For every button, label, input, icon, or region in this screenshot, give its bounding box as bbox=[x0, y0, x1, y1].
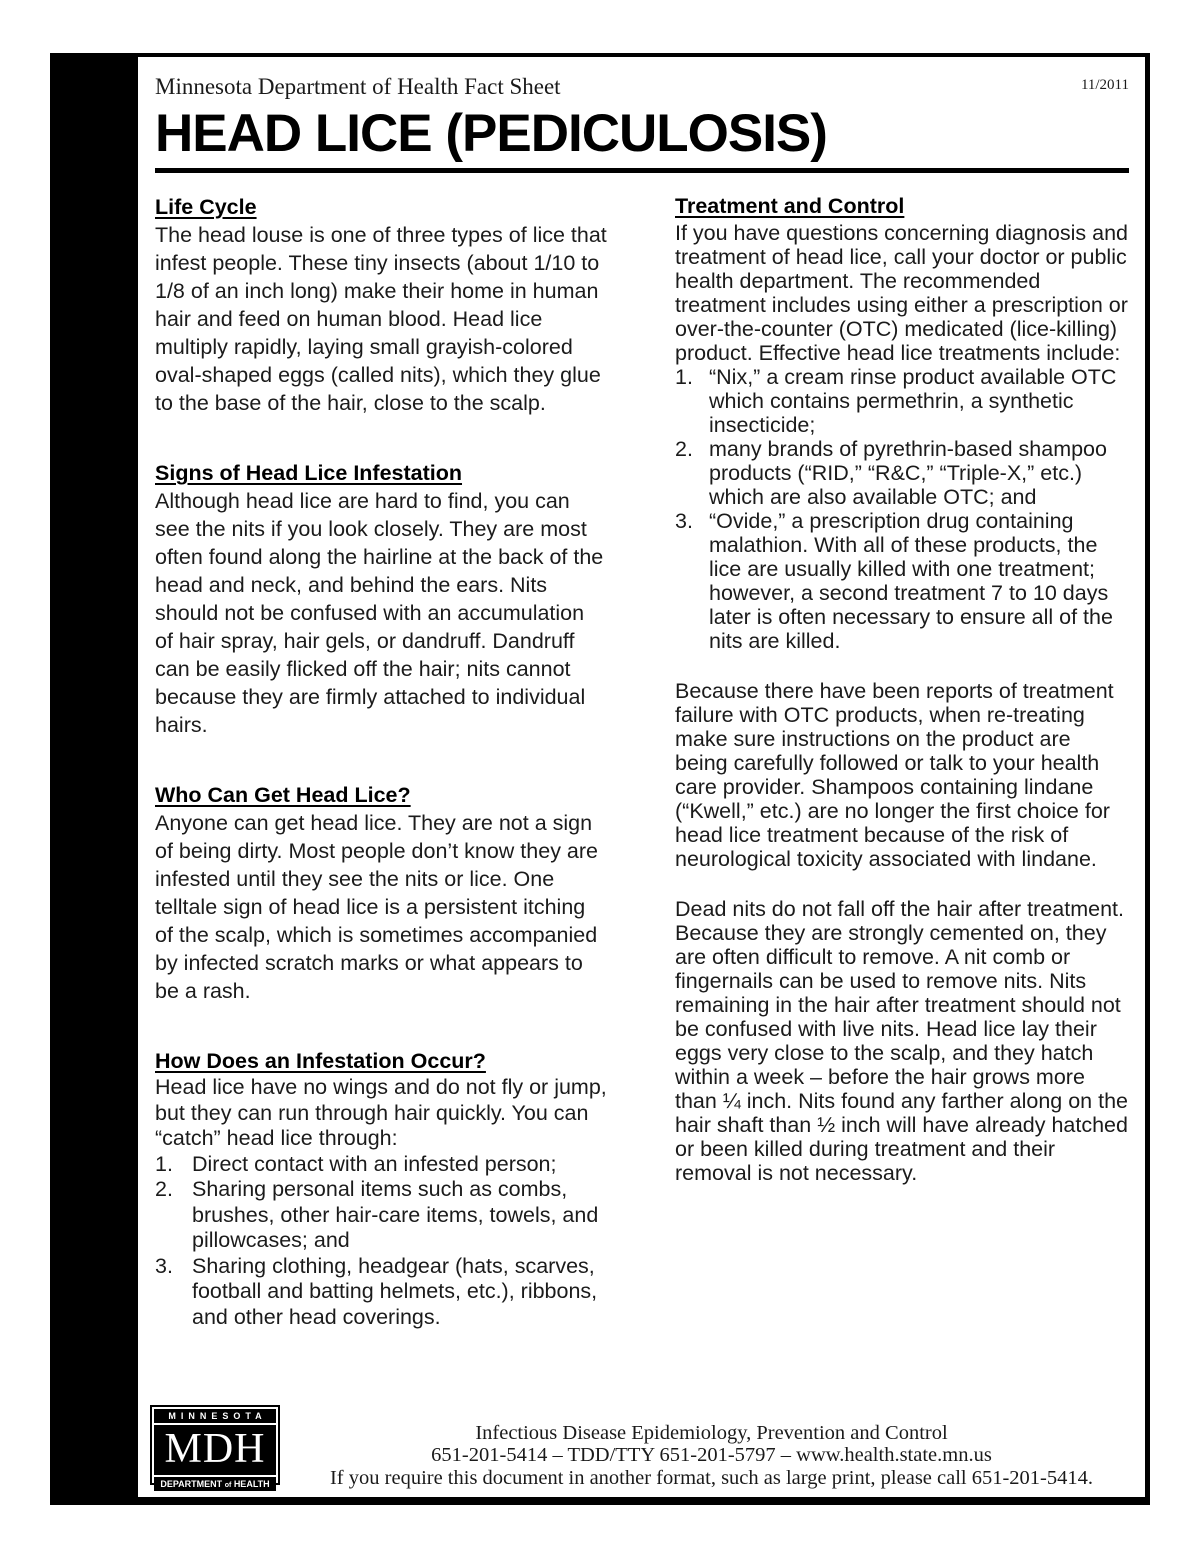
list-item-text: Direct contact with an infested person; bbox=[192, 1151, 557, 1176]
title-rule bbox=[155, 168, 1129, 173]
fact-sheet-page bbox=[50, 53, 1150, 1505]
list-number: 1. bbox=[155, 1151, 173, 1176]
section-heading: Who Can Get Head Lice? bbox=[155, 783, 411, 807]
mdh-health-word: HEALTH bbox=[233, 1479, 270, 1489]
two-column-body bbox=[155, 193, 1129, 1330]
list-item bbox=[155, 1152, 607, 1178]
mdh-logo-minnesota-label: MINNESOTA bbox=[154, 1409, 276, 1423]
list-number: 2. bbox=[675, 437, 693, 461]
page-content bbox=[138, 57, 1145, 1497]
section-treatment bbox=[675, 193, 1129, 653]
left-column bbox=[155, 193, 607, 1330]
mdh-logo-department-label bbox=[154, 1477, 276, 1491]
section-heading: Life Cycle bbox=[155, 195, 257, 219]
numbered-list bbox=[675, 365, 1129, 653]
page-header bbox=[155, 73, 1129, 100]
list-number: 3. bbox=[155, 1253, 173, 1278]
list-number: 3. bbox=[675, 509, 693, 533]
paragraph-dead-nits: Dead nits do not fall off the hair after treatment. Because they are strongly cemented on, they are often difficult to remove. A nit comb or fingernails can be used to remove nits. Nits remaining in the hair after treatment should not be confused with live nits. Head lice lay their eggs very close to the scalp, and they hatch within a week – before the hair grows more than ¼ inch. Nits found any farther along on the hair shaft than ½ inch will have already hatched or been killed during treatment and their removal is not necessary. bbox=[675, 897, 1128, 1185]
footer-line-alt-format: If you require this document in another format, such as large print, please call 651-201-5414. bbox=[329, 1466, 1094, 1489]
list-item-text: “Nix,” a cream rinse product available OTC which contains permethrin, a synthetic insecticide; bbox=[709, 365, 1117, 437]
page-title: HEAD LICE (PEDICULOSIS) bbox=[155, 104, 827, 163]
list-item bbox=[155, 1254, 607, 1331]
list-item bbox=[155, 1177, 607, 1254]
section-paragraph: If you have questions concerning diagnosis and treatment of head lice, call your doctor or public health department. The recommended treatment includes using either a prescription or over-the-counter (OTC) medicated (lice-killing) product. Effective head lice treatments include: bbox=[675, 221, 1129, 365]
section-heading: Signs of Head Lice Infestation bbox=[155, 461, 463, 485]
list-item-text: Sharing clothing, headgear (hats, scarves, football and batting helmets, etc.), ribbons, and other head coverings. bbox=[192, 1253, 598, 1329]
footer-line-program: Infectious Disease Epidemiology, Prevention and Control bbox=[475, 1421, 948, 1444]
mdh-logo-mdh-label: MDH bbox=[154, 1425, 276, 1475]
numbered-list bbox=[155, 1152, 607, 1331]
section-heading: Treatment and Control bbox=[675, 194, 905, 218]
section-paragraph: The head louse is one of three types of lice that infest people. These tiny insects (about 1/10 to 1/8 of an inch long) make their home in human hair and feed on human blood. Head lice multiply rapidly, laying small grayish-colored oval-shaped eggs (called nits), which they glue to the base of the hair, close to the scalp. bbox=[155, 223, 607, 415]
footer-line-contact: 651-201-5414 – TDD/TTY 651-201-5797 – www.health.state.mn.us bbox=[431, 1444, 992, 1466]
list-number: 2. bbox=[155, 1177, 173, 1201]
section-paragraph: Head lice have no wings and do not fly or jump, but they can run through hair quickly. You can “catch” head lice through: bbox=[155, 1075, 607, 1150]
mdh-of-word: of bbox=[224, 1482, 232, 1489]
mdh-dept-word: DEPARTMENT bbox=[160, 1479, 223, 1489]
list-item bbox=[675, 365, 1129, 437]
section-heading: How Does an Infestation Occur? bbox=[155, 1049, 486, 1073]
mdh-logo bbox=[150, 1405, 280, 1489]
list-item-text: many brands of pyrethrin-based shampoo products (“RID,” “R&C,” “Triple-X,” etc.) which are also available OTC; and bbox=[709, 437, 1107, 509]
list-item bbox=[675, 437, 1129, 509]
right-column bbox=[675, 193, 1129, 1330]
list-item-text: “Ovide,” a prescription drug containing malathion. With all of these products, the lice are usually killed with one treatment; however, a second treatment 7 to 10 days later is often necessary to ensure all of the nits are killed. bbox=[709, 509, 1113, 653]
section-paragraph: Although head lice are hard to find, you can see the nits if you look closely. They are most often found along the hairline at the back of the head and neck, and behind the ears. Nits should not be confused with an accumulation of hair spray, hair gels, or dandruff. Dandruff can be easily flicked off the hair; nits cannot because they are firmly attached to individual hairs. bbox=[155, 489, 604, 737]
section-paragraph: Anyone can get head lice. They are not a sign of being dirty. Most people don’t know they are infested until they see the nits or lice. One telltale sign of head lice is a persistent itching of the scalp, which is sometimes accompanied by infected scratch marks or what appears to be a rash. bbox=[155, 811, 598, 1003]
footer bbox=[288, 1422, 1135, 1490]
section-signs bbox=[155, 459, 607, 739]
list-number: 1. bbox=[675, 365, 693, 389]
paragraph-retreating: Because there have been reports of treatment failure with OTC products, when re-treating make sure instructions on the product are being carefully followed or talk to your health care provider. Shampoos containing lindane (“Kwell,” etc.) are no longer the first choice for head lice treatment because of the risk of neurological toxicity associated with lindane. bbox=[675, 679, 1114, 871]
list-item-text: Sharing personal items such as combs, brushes, other hair-care items, towels, and pillowcases; and bbox=[192, 1177, 599, 1252]
doc-date: 11/2011 bbox=[1080, 77, 1129, 93]
section-who bbox=[155, 781, 607, 1005]
list-item bbox=[675, 509, 1129, 653]
doc-type-label: Minnesota Department of Health Fact Sheet bbox=[155, 74, 561, 99]
section-how bbox=[155, 1047, 607, 1330]
section-life-cycle bbox=[155, 193, 607, 417]
